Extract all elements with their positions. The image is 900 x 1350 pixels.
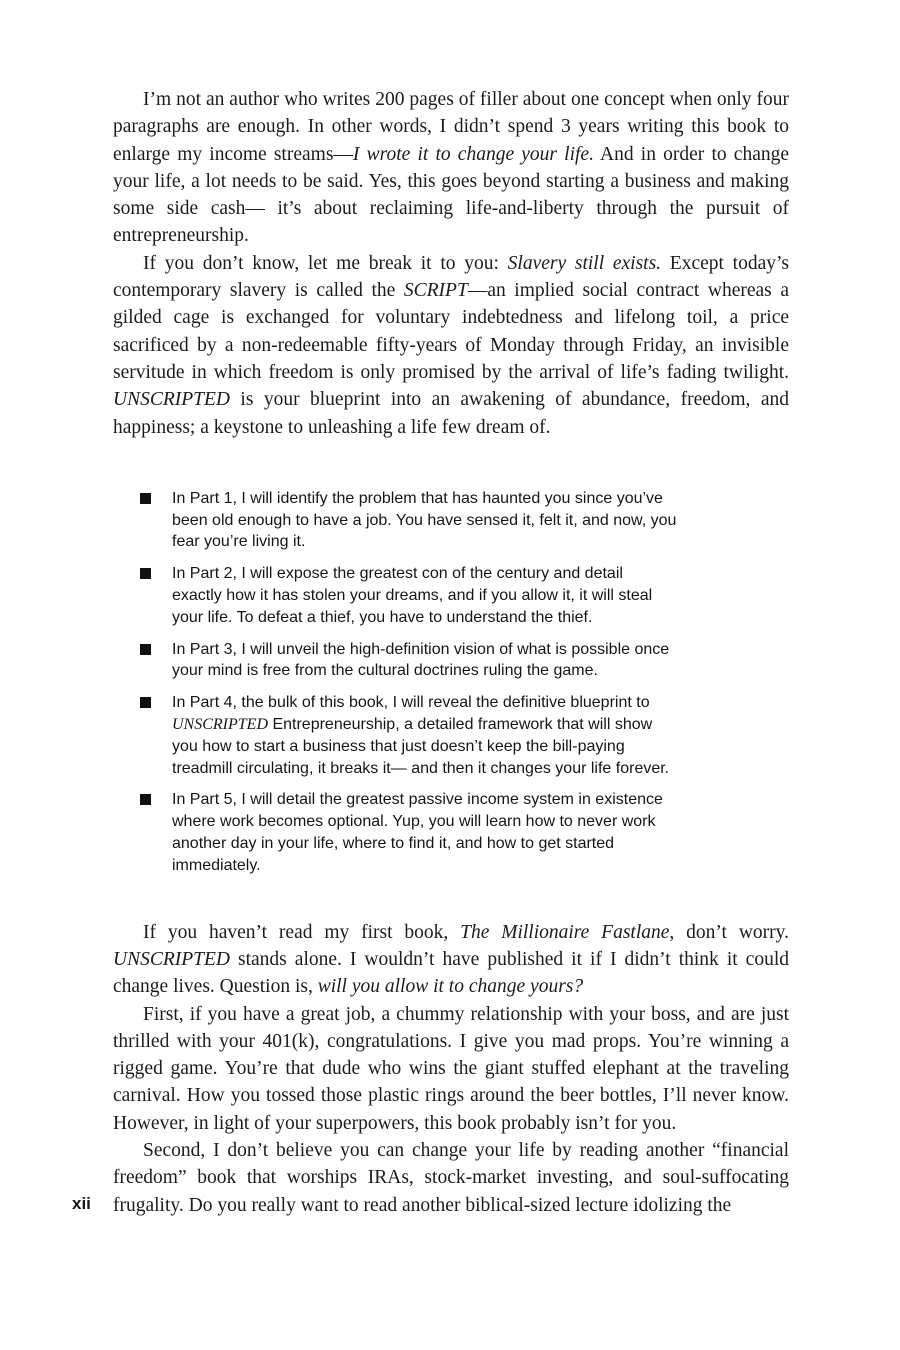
text-run: In Part 3, I will unveil the high-definition vision of what is possible once your mind is free from the cultural doctrines ruling the game.: [172, 640, 670, 680]
paragraph: [113, 1137, 789, 1219]
text-run: Second, I don’t believe you can change your life by reading another “financial freedom” book that worships IRAs, stock-market investing, and soul-suffocating frugality. Do you really want to read another biblical-sized lecture idolizing the: [113, 1139, 789, 1216]
paragraph: [113, 1001, 789, 1137]
text-run: I’m not an author who writes 200 pages of filler about one concept when only four paragraphs are enough. In other words, I didn’t spend 3 years writing this book to enlarge my income streams—: [113, 89, 789, 165]
text-run: is your blueprint into an awakening of abundance, freedom, and happiness; a keystone to unleashing a life few dream of.: [113, 389, 789, 438]
emphasized-text: UNSCRIPTED: [113, 948, 230, 970]
text-run: If you don’t know, let me break it to you:: [143, 252, 508, 274]
text-run: In Part 4, the bulk of this book, I will reveal the definitive blueprint to: [172, 694, 650, 712]
list-item: [140, 692, 789, 779]
text-run: In Part 2, I will expose the greatest con of the century and detail exactly how it has stolen your dreams, and if you allow it, it will steal your life. To defeat a thief, you have to understand the thief.: [172, 565, 653, 626]
text-run: Except today’s contemporary slavery is called the: [113, 252, 790, 302]
text-run: Entrepreneurship, a detailed framework that will show you how to start a business that just doesn’t keep the bill-paying treadmill circulating, it breaks it— and then it changes your life forever.: [172, 716, 670, 777]
text-run: In Part 5, I will detail the greatest passive income system in existence where work becomes optional. Yup, you will learn how to never work another day in your life, where to find it, and how to get started immediately.: [172, 791, 663, 874]
list-item-text: [172, 692, 677, 779]
list-item-text: [172, 639, 677, 683]
text-run: , don’t worry.: [669, 921, 789, 943]
emphasized-text: SCRIPT: [403, 280, 468, 302]
text-run: And in order to change your life, a lot needs to be said. Yes, this goes beyond starting a business and making some side cash— it’s about reclaiming life-and-liberty through the pursuit of entrepreneurship.: [113, 143, 790, 247]
text-run: —an implied social contract whereas a gilded cage is exchanged for voluntary indebtedness and lifelong toil, a price sacrificed by a non-redeemable fifty-years of Monday through Friday, an invisible servitude in which freedom is only promised by the arrival of life’s fading twilight.: [113, 280, 790, 383]
paragraph: [113, 250, 789, 441]
bullet-square-icon: [140, 493, 151, 504]
emphasized-text: Slavery still exists.: [507, 252, 662, 274]
paragraph: [113, 86, 789, 250]
emphasized-text: The Millionaire Fastlane: [460, 921, 670, 943]
bullet-square-icon: [140, 568, 151, 579]
text-run: If you haven’t read my first book,: [143, 921, 461, 943]
list-item-text: [172, 563, 677, 628]
list-item: [140, 488, 789, 553]
bullet-square-icon: [140, 644, 151, 655]
emphasized-text: UNSCRIPTED: [172, 716, 268, 734]
bullet-square-icon: [140, 697, 151, 708]
list-item: [140, 563, 789, 628]
paragraph: [113, 919, 789, 1001]
text-run: First, if you have a great job, a chummy relationship with your boss, and are just thrilled with your 401(k), congratulations. I give you mad props. You’re winning a rigged game. You’re that dude who wins the giant stuffed elephant at the traveling carnival. How you tossed those plastic rings around the beer bottles, I’ll never know. However, in light of your superpowers, this book probably isn’t for you.: [113, 1003, 789, 1134]
list-item: [140, 639, 789, 683]
list-item-text: [172, 488, 677, 553]
list-item-text: [172, 789, 677, 876]
emphasized-text: will you allow it to change yours?: [317, 976, 584, 998]
text-run: stands alone. I wouldn’t have published it if I didn’t think it could change lives. Question is,: [113, 948, 789, 998]
page-content: [113, 86, 789, 1219]
text-run: In Part 1, I will identify the problem that has haunted you since you’ve been old enough to have a job. You have sensed it, felt it, and now, you fear you’re living it.: [172, 489, 677, 551]
emphasized-text: UNSCRIPTED: [113, 389, 230, 411]
page-number: xii: [72, 1194, 91, 1213]
part-overview-list: [140, 488, 789, 877]
list-item: [140, 789, 789, 876]
bullet-square-icon: [140, 794, 151, 805]
emphasized-text: I wrote it to change your life.: [352, 143, 594, 165]
